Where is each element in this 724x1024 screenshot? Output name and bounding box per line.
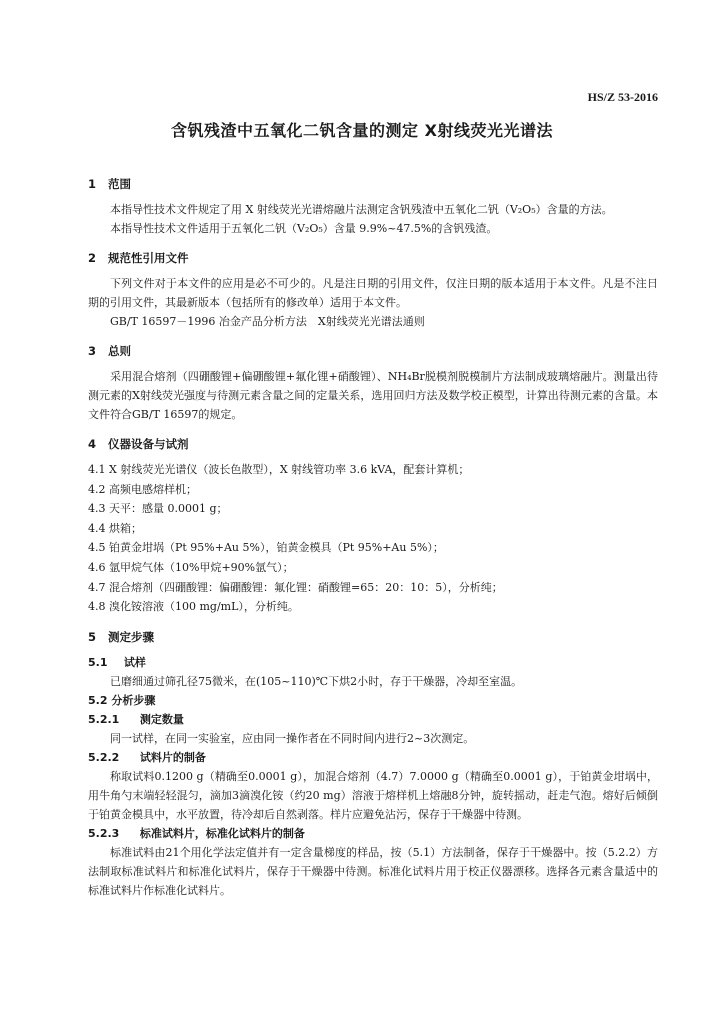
section-title: 规范性引用文件	[108, 251, 189, 265]
section-number: 3	[88, 344, 97, 358]
list-item: 4.3 天平：感量 0.0001 g；	[88, 502, 228, 516]
subsection-heading-5-2-1	[88, 710, 658, 729]
section-title: 总则	[108, 344, 132, 358]
subsection-title: 标准试料片，标准化试料片的制备	[139, 826, 305, 840]
subsection-heading-5-2	[88, 691, 658, 710]
subsection-heading-5-2-2	[88, 748, 658, 767]
subsection-title: 测定数量	[139, 712, 184, 726]
paragraph: 标准试料由21个用化学法定值并有一定含量梯度的样品，按（5.1）方法制备，保存于干燥器中。按（5.2.2）方法制取标准试料片和标准化试料片，保存于干燥器中待测。标准化试料片用于校正仪器漂移。选择各元素含量适中的标准试料片作标准化试料片。	[88, 845, 658, 897]
subsection-title: 分析步骤	[111, 693, 156, 707]
subsection-number: 5.2.2	[88, 750, 120, 764]
subsection-heading-5-1	[88, 653, 658, 672]
section-number: 1	[88, 177, 97, 191]
subsection-title: 试料片的制备	[139, 750, 206, 764]
list-item: 4.5 铂黄金坩埚（Pt 95%+Au 5%），铂黄金模具（Pt 95%+Au 5%）；	[88, 541, 444, 555]
section-number: 5	[88, 629, 97, 644]
subsection-number: 5.2.1	[88, 712, 120, 726]
paragraph: 已磨细通过筛孔径75微米，在(105~110)℃下烘2小时，存于干燥器，冷却至室温。	[110, 674, 523, 688]
paragraph: 本指导性技术文件适用于五氧化二钒（V₂O₅）含量 9.9%~47.5%的含钒残渣。	[110, 222, 498, 235]
subsection-number: 5.2	[88, 693, 108, 707]
list-item: 4.1 X 射线荧光光谱仪（波长色散型），X 射线管功率 3.6 kVA，配套计算机；	[88, 463, 470, 476]
document-title: 含钒残渣中五氧化二钒含量的测定 X射线荧光光谱法	[171, 121, 553, 140]
section-heading-references	[88, 248, 658, 268]
paragraph: 本指导性技术文件规定了用 X 射线荧光光谱熔融片法测定含钒残渣中五氧化二钒（V₂O₅）含量的方法。	[110, 203, 613, 216]
list-item: 4.6 氩甲烷气体（10%甲烷+90%氩气）；	[88, 560, 294, 574]
paragraph: 下列文件对于本文件的应用是必不可少的。凡是注日期的引用文件，仅注日期的版本适用于本文件。凡是不注日期的引用文件，其最新版本（包括所有的修改单）适用于本文件。	[88, 277, 658, 309]
section-heading-steps	[88, 627, 658, 647]
section-number: 2	[88, 251, 97, 265]
list-item: 4.8 溴化铵溶液（100 mg/mL），分析纯。	[88, 600, 299, 614]
section-heading-equipment	[88, 434, 658, 454]
document-body	[88, 174, 658, 900]
section-title: 仪器设备与试剂	[108, 437, 189, 451]
document-code: HS/Z 53-2016	[587, 90, 658, 104]
list-item: 4.2 高频电感熔样机；	[88, 482, 197, 496]
section-number: 4	[88, 437, 97, 451]
paragraph: 采用混合熔剂（四硼酸锂+偏硼酸锂+氟化锂+硝酸锂）、NH₄Br脱模剂脱模制片方法制成玻璃熔融片。测量出待测元素的X射线荧光强度与待测元素含量之间的定量关系，选用回归方法及数学校正模型，计算出待测元素的含量。本文件符合GB/T 16597的规定。	[88, 370, 658, 421]
section-title: 范围	[108, 177, 132, 191]
list-item: 4.7 混合熔剂（四硼酸锂：偏硼酸锂：氟化锂：硝酸锂=65：20：10：5），分析纯；	[88, 580, 503, 594]
section-heading-general	[88, 341, 658, 361]
section-title: 测定步骤	[108, 629, 155, 644]
paragraph: 同一试样，在同一实验室，应由同一操作者在不同时间内进行2~3次测定。	[110, 731, 475, 745]
list-item: 4.4 烘箱；	[88, 521, 142, 535]
reference-entry: GB/T 16597－1996 冶金产品分析方法 X射线荧光光谱法通则	[110, 315, 425, 328]
subsection-title: 试样	[123, 655, 146, 669]
section-heading-scope	[88, 174, 658, 194]
subsection-heading-5-2-3	[88, 824, 658, 843]
subsection-number: 5.2.3	[88, 826, 120, 840]
paragraph: 称取试料0.1200 g（精确至0.0001 g），加混合熔剂（4.7）7.0000 g（精确至0.0001 g），于铂黄金坩埚中，用牛角勺末端轻轻混匀，滴加3滴溴化铵（约20 mg）溶液于熔样机上熔融8分钟，旋转摇动，赶走气泡。熔好后倾倒于铂黄金模具中，水平放置，待冷却后自然剥落。样片应避免沾污，保存于干燥器中待测。	[88, 769, 658, 821]
subsection-number: 5.1	[88, 655, 108, 669]
